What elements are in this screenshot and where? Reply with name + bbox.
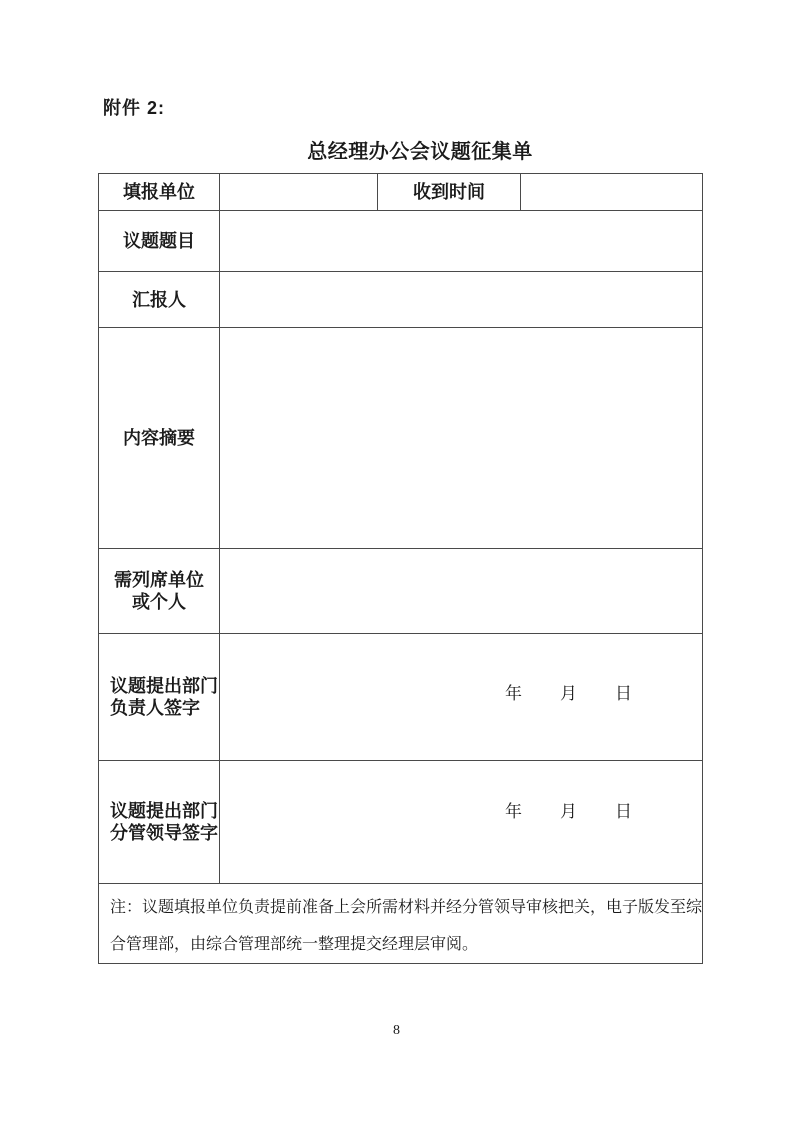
row-dept-leader-signature — [99, 761, 703, 884]
row-topic-title — [99, 211, 703, 272]
document-title: 总经理办公会议题征集单 — [307, 141, 533, 163]
label-content-summary: 内容摘要 — [99, 328, 220, 549]
month-label: 月 — [560, 802, 577, 821]
label-dept-head-signature-line-1: 议题提出部门 — [110, 676, 218, 696]
label-received-time: 收到时间 — [378, 174, 521, 211]
day-label: 日 — [615, 684, 632, 703]
label-dept-head-signature-line-2: 负责人签字 — [110, 698, 200, 718]
label-attendees-required-line-2: 或个人 — [132, 592, 186, 612]
year-label: 年 — [505, 684, 522, 703]
label-dept-leader-signature — [99, 761, 220, 884]
date-placeholder-dept-head — [220, 683, 632, 705]
blank-cell-attendees-required — [220, 549, 703, 634]
signature-cell-dept-leader — [220, 761, 703, 884]
month-label: 月 — [560, 684, 577, 703]
day-label: 日 — [615, 802, 632, 821]
note-cell — [99, 884, 703, 964]
row-dept-head-signature — [99, 634, 703, 761]
page-number: 8 — [393, 1023, 400, 1038]
signature-cell-dept-head — [220, 634, 703, 761]
blank-cell-reporter — [220, 272, 703, 328]
row-content-summary — [99, 328, 703, 549]
attachment-label: 附件 2: — [103, 98, 166, 118]
topic-collection-form-table — [98, 173, 703, 964]
year-label: 年 — [505, 802, 522, 821]
row-reporting-unit — [99, 174, 703, 211]
blank-cell-topic-title — [220, 211, 703, 272]
label-reporting-unit: 填报单位 — [99, 174, 220, 211]
label-attendees-required — [99, 549, 220, 634]
row-reporter — [99, 272, 703, 328]
label-dept-leader-signature-line-2: 分管领导签字 — [110, 823, 218, 843]
note-line-1: 注：议题填报单位负责提前准备上会所需材料并经分管领导审核把关，电子版发至综 — [110, 899, 703, 916]
blank-cell-content-summary — [220, 328, 703, 549]
note-line-2: 合管理部，由综合管理部统一整理提交经理层审阅。 — [110, 936, 479, 953]
blank-cell-reporting-unit — [220, 174, 378, 211]
blank-cell-received-time — [521, 174, 703, 211]
label-topic-title: 议题题目 — [99, 211, 220, 272]
label-reporter: 汇报人 — [99, 272, 220, 328]
label-dept-leader-signature-line-1: 议题提出部门 — [110, 801, 218, 821]
label-attendees-required-line-1: 需列席单位 — [114, 570, 204, 590]
row-attendees-required — [99, 549, 703, 634]
date-placeholder-dept-leader — [220, 801, 632, 823]
label-dept-head-signature — [99, 634, 220, 761]
row-note — [99, 884, 703, 964]
